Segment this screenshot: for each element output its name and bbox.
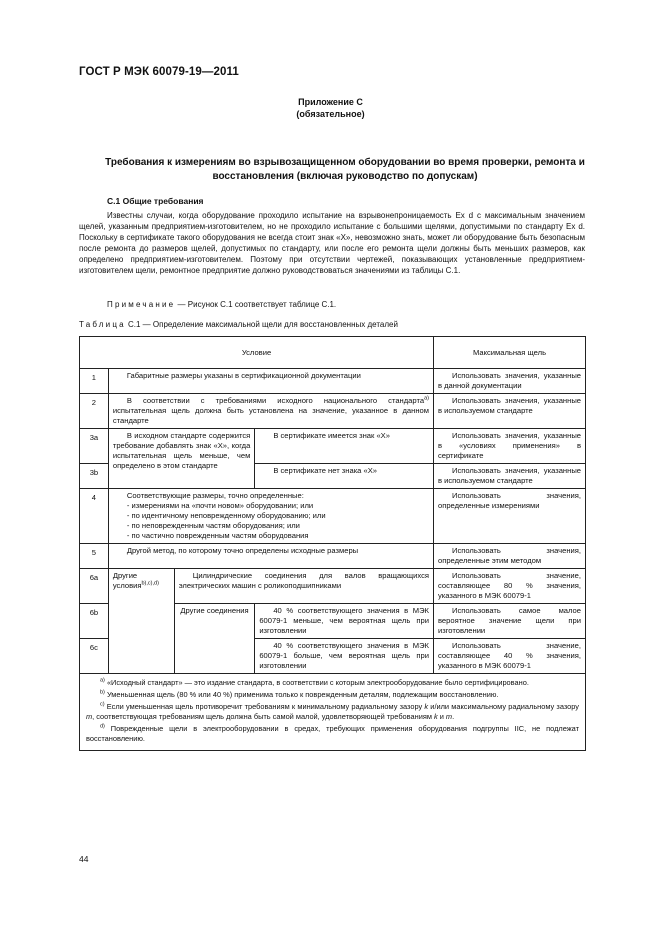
table-caption-label: Таблица: [79, 320, 126, 329]
footnote-symbol: k: [424, 702, 429, 711]
condition-item: - измерениями на «почти новом» оборудовании; или: [126, 501, 314, 510]
table-footnotes-row: [80, 674, 586, 751]
condition-item: - по частично поврежденным частям оборудования: [126, 531, 309, 540]
table-row: [80, 489, 586, 544]
note-text: — Рисунок С.1 соответствует таблице С.1.: [175, 300, 337, 309]
row-number: 6c: [80, 639, 109, 674]
condition-item: - по идентичному неповрежденному оборудованию; или: [126, 511, 326, 520]
standard-header: ГОСТ Р МЭК 60079-19—2011: [79, 66, 239, 78]
note: [107, 300, 336, 309]
footnote-mark: a): [100, 677, 105, 684]
condition-text: В соответствии с требованиями исходного национального стандарта: [126, 396, 425, 405]
row-condition: [108, 394, 433, 429]
row-max-gap: Использовать значения, указанные в «условиях применения» в сертификате: [433, 429, 585, 464]
page-number: 44: [79, 854, 89, 864]
condition-text: испытательная щель должна быть установлена на значение, указанное в данном стандарте: [112, 406, 429, 425]
row-condition: Габаритные размеры указаны в сертификационной документации: [108, 369, 433, 394]
footnote-mark: d): [100, 723, 105, 730]
row-max-gap: Использовать значения, определенные этим методом: [433, 544, 585, 569]
table-caption: [79, 320, 398, 329]
footnote-symbol: m: [86, 712, 93, 721]
table-row: [80, 394, 586, 429]
row-condition: 40 % соответствующего значения в МЭК 60079-1 меньше, чем вероятная щель при изготовлении: [255, 604, 434, 639]
header-max-gap: Максимальная щель: [433, 337, 585, 369]
table-header-row: [80, 337, 586, 369]
footnote-text: , соответствующая требованиям щель должна быть самой малой, удовлетворяющей требованиям: [92, 712, 434, 721]
row-number: 5: [80, 544, 109, 569]
row-max-gap: Использовать самое малое вероятное значение щели при изготовлении: [433, 604, 585, 639]
row-number: 3b: [80, 464, 109, 489]
section-paragraph: Известны случаи, когда оборудование проходило испытание на взрывонепроницаемость Ex d с максимальным значением щелей, указанным предприятием-изготовителем, но не проходило испытание с большими щелями, допустимыми по стандарту Ex d. Поскольку в сертификате такого оборудования не всегда стоит знак «Х», невозможно знать, может ли оборудование быть безопасным после ремонта до размеров щелей, допустимых по стандарту, или после его ремонта щели должны быть меньших размеров, как определено предприятием-изготовителем. Поэтому при отсутствии чертежей, показывающих установленные предприятием-изготовителем щели, ремонтное предприятие должно руководствоваться значениями из таблицы С.1.: [79, 211, 585, 275]
row-condition: В сертификате нет знака «Х»: [255, 464, 434, 489]
row-number: 6b: [80, 604, 109, 639]
annex-title: Приложение С: [298, 97, 363, 107]
table-caption-text: С.1 — Определение максимальной щели для восстановленных деталей: [125, 320, 398, 329]
row-max-gap: Использовать значения, определенные измерениями: [433, 489, 585, 544]
footnote-mark: c): [100, 701, 105, 708]
table-row: [80, 544, 586, 569]
footnote-text: .: [452, 712, 455, 721]
note-label: Примечание: [107, 300, 176, 309]
document-title: Требования к измерениям во взрывозащищенном оборудовании во время проверки, ремонта и восстановления (включая руководство по допускам): [105, 157, 585, 182]
footnote-text: «Исходный стандарт» — это издание стандарта, в соответствии с которым электрооборудование было сертифицировано.: [104, 678, 529, 687]
footnote-b: [86, 690, 579, 700]
table-footnotes: [80, 674, 586, 751]
footnote-text: Уменьшенная щель (80 % или 40 %) применима только к поврежденным деталям, подлежащим восстановлению.: [104, 690, 499, 699]
row-max-gap: Использовать значения, указанные в данной документации: [433, 369, 585, 394]
footnote-ref: b),c),d): [141, 580, 159, 587]
condition-intro: Соответствующие размеры, точно определенные:: [126, 491, 304, 500]
row-number: 4: [80, 489, 109, 544]
footnote-ref: a): [424, 395, 429, 402]
table-row: [80, 429, 586, 464]
shared-condition: [108, 569, 174, 674]
footnote-a: [86, 678, 579, 688]
annex-status: (обязательное): [296, 109, 365, 119]
section-heading: С.1 Общие требования: [107, 196, 204, 206]
footnote-symbol: k: [433, 712, 438, 721]
row-number: 3a: [80, 429, 109, 464]
row-condition: [108, 489, 433, 544]
row-condition: 40 % соответствующего значения в МЭК 60079-1 больше, чем вероятная щель при изготовлении: [255, 639, 434, 674]
footnote-text: Если уменьшенная щель противоречит требованиям к минимальному радиальному зазору: [104, 702, 425, 711]
header-condition: Условие: [80, 337, 434, 369]
shared-condition: В исходном стандарте содержится требование добавлять знак «Х», когда испытательная щель меньше, чем определено в этом стандарте: [108, 429, 254, 489]
row-max-gap: Использовать значение, составляющее 80 % значения, указанного в МЭК 60079-1: [433, 569, 585, 604]
condition-item: - по неповрежденным частям оборудования; или: [126, 521, 300, 530]
row-max-gap: Использовать значение, составляющее 40 % значения, указанного в МЭК 60079-1: [433, 639, 585, 674]
footnote-symbol: m: [445, 712, 453, 721]
row-number: 1: [80, 369, 109, 394]
table-row: [80, 369, 586, 394]
row-number: 6a: [80, 569, 109, 604]
footnote-c: [86, 702, 579, 722]
footnote-text: и: [437, 712, 446, 721]
footnote-d: [86, 724, 579, 744]
condition-text: Другие условия: [112, 571, 142, 590]
footnote-text: и/или максимальному радиальному зазору: [428, 702, 579, 711]
footnote-text: Поврежденные щели в электрооборудовании в средах, требующих применения оборудования подгруппы IIС, не подлежат восстановлению.: [86, 724, 579, 743]
row-condition: В сертификате имеется знак «Х»: [255, 429, 434, 464]
row-condition: Цилиндрические соединения для валов вращающихся электрических машин с роликоподшипниками: [174, 569, 433, 604]
footnote-mark: b): [100, 689, 105, 696]
requirements-table: [79, 336, 586, 751]
row-max-gap: Использовать значения, указанные в используемом стандарте: [433, 464, 585, 489]
table-row: [80, 569, 586, 604]
shared-condition: Другие соединения: [174, 604, 255, 674]
row-max-gap: Использовать значения, указанные в используемом стандарте: [433, 394, 585, 429]
row-condition: Другой метод, по которому точно определены исходные размеры: [108, 544, 433, 569]
row-number: 2: [80, 394, 109, 429]
